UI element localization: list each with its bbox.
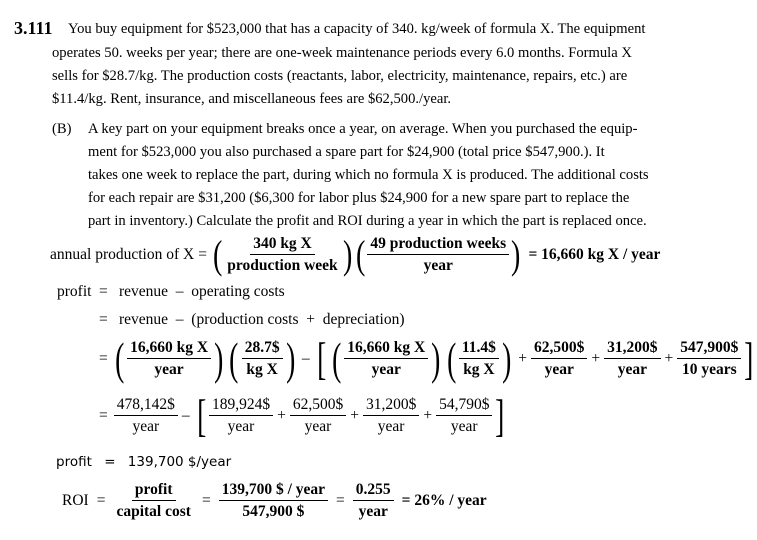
fraction-roi-rate: $\frac{0.255}{\text{year}}$ [353,481,394,521]
intro-line-2: operates 50. weeks per year; there are one-week maintenance periods every 6.0 months. Formula X [52,45,632,61]
intro-line-1: You buy equipment for $523,000 that has a capacity of 340. kg/week of formula X. The equipment [68,21,646,37]
equals-sign: = [104,454,116,470]
fraction-revenue-total: $\frac{478,142\$}{\text{year}}$ [114,396,178,436]
profit-result-value: 139,700 $/year [127,454,232,470]
fraction-unit-cost: $\frac{11.4\$}{\text{kg X}}$ [459,339,499,379]
part-line-4: for each repair are $31,200 ($6,300 for labor plus $24,900 for a new spare part to replace the [88,190,630,206]
fraction-capacity: $\frac{\text{340 kg X}}{\text{production week}}$ [227,235,338,274]
profit-label: profit [57,283,92,300]
equals-sign: = [99,311,108,328]
fraction-revenue-production: $\frac{\text{16,660 kg X}}{\text{year}}$ [127,339,211,379]
intro-line-4: $11.4/kg. Rent, insurance, and miscellaneous fees are $62,500./year. [52,91,452,107]
equals-sign: = [99,350,108,367]
profit-line-1 [57,283,285,301]
equals-sign: = [96,492,106,509]
annual-production-result: = 16,660 kg X / year [528,246,661,263]
fraction-repair-total: $\frac{31,200\$}{\text{year}}$ [363,396,419,436]
plus-sign: + [350,407,359,424]
minus-sign: – [301,350,310,367]
profit-result-label: profit [56,454,92,470]
fraction-roi-definition: $\frac{\text{profit}}{\text{capital cost}}$ [116,481,191,520]
part-line-2: ment for $523,000 you also purchased a spare part for $24,900 (total price $547,900.). It [88,144,605,160]
part-line-1: A key part on your equipment breaks once a year, on average. When you purchased the equip- [88,121,638,137]
fraction-roi-values: $\frac{\text{139,700 \$ / year}}{547,900 \$}$ [219,481,328,521]
profit-line-2 [99,311,405,329]
profit-expression-1: revenue – operating costs [119,283,285,300]
part-line-3: takes one week to replace the part, during which no formula X is produced. The additional costs [88,167,649,183]
fraction-production-total: $\frac{189,924\$}{\text{year}}$ [209,396,273,436]
plus-sign: + [518,350,528,367]
plus-sign: + [423,407,433,424]
fraction-depreciation-total: $\frac{54,790\$}{\text{year}}$ [436,396,492,436]
equals-sign: = [198,246,207,263]
roi-equation [62,481,487,521]
fraction-fees: $\frac{62,500\$}{\text{year}}$ [531,339,587,379]
roi-result: = 26% / year [401,492,487,509]
profit-line-4: = $\frac{478,142\$}{\text{year}}$ – [ $\frac{189,924\$}{\text{year}}$ + $\frac{62,500\$}{\text{year}}$ + $\frac{31,200\$}{\text{year}}$ + $\frac{54,790\$}{\text{year}}$ ] [99,390,505,441]
part-line-5: part in inventory.) Calculate the profit and ROI during a year in which the part is replaced once. [88,213,647,229]
part-label: (B) [52,121,72,137]
minus-sign: – [181,407,190,424]
roi-label: ROI [62,492,89,509]
fraction-cost-production: $\frac{\text{16,660 kg X}}{\text{year}}$ [344,339,428,379]
fraction-repair: $\frac{31,200\$}{\text{year}}$ [604,339,660,379]
annual-production-equation: annual production of X = ( $\frac{\text{340 kg X}}{\text{production week}}$ ) ( $\frac{\text{49 production weeks}}{\text{year}}$ ) = 16,660 kg X / year [50,232,661,277]
plus-sign: + [277,407,286,424]
annual-production-label: annual production of X [50,246,195,263]
intro-line-3: sells for $28.7/kg. The production costs (reactants, labor, electricity, maintenance, repairs, etc.) are [52,68,628,84]
equals-sign: = [201,492,211,509]
fraction-depreciation: $\frac{547,900\$}{\text{10 years}}$ [677,339,741,379]
plus-sign: + [664,350,674,367]
fraction-weeks: $\frac{\text{49 production weeks}}{\text{year}}$ [367,235,509,275]
equals-sign: = [336,492,345,509]
profit-line-3: = ( $\frac{\text{16,660 kg X}}{\text{year}}$ ) ( $\frac{28.7\$}{\text{kg X}}$ ) – [ ( $\frac{\text{16,660 kg X}}{\text{year}}$ ) ( $\frac{11.4\$}{\text{kg X}}$ ) + $\frac{62,500\$}{\text{year}}$ + $\frac{31,200\$}{\text{year}}$ + $\frac{547,900\$}{\text{10 years}}$ ] [99,333,754,384]
equals-sign: = [99,283,108,300]
profit-result [56,454,231,470]
profit-expression-2: revenue – (production costs + depreciation) [119,311,405,328]
plus-sign: + [591,350,601,367]
equals-sign: = [99,407,108,424]
fraction-price: $\frac{28.7\$}{\text{kg X}}$ [242,339,283,379]
fraction-fees-total: $\frac{62,500\$}{\text{year}}$ [290,396,346,436]
problem-number: 3.111 [14,18,53,38]
